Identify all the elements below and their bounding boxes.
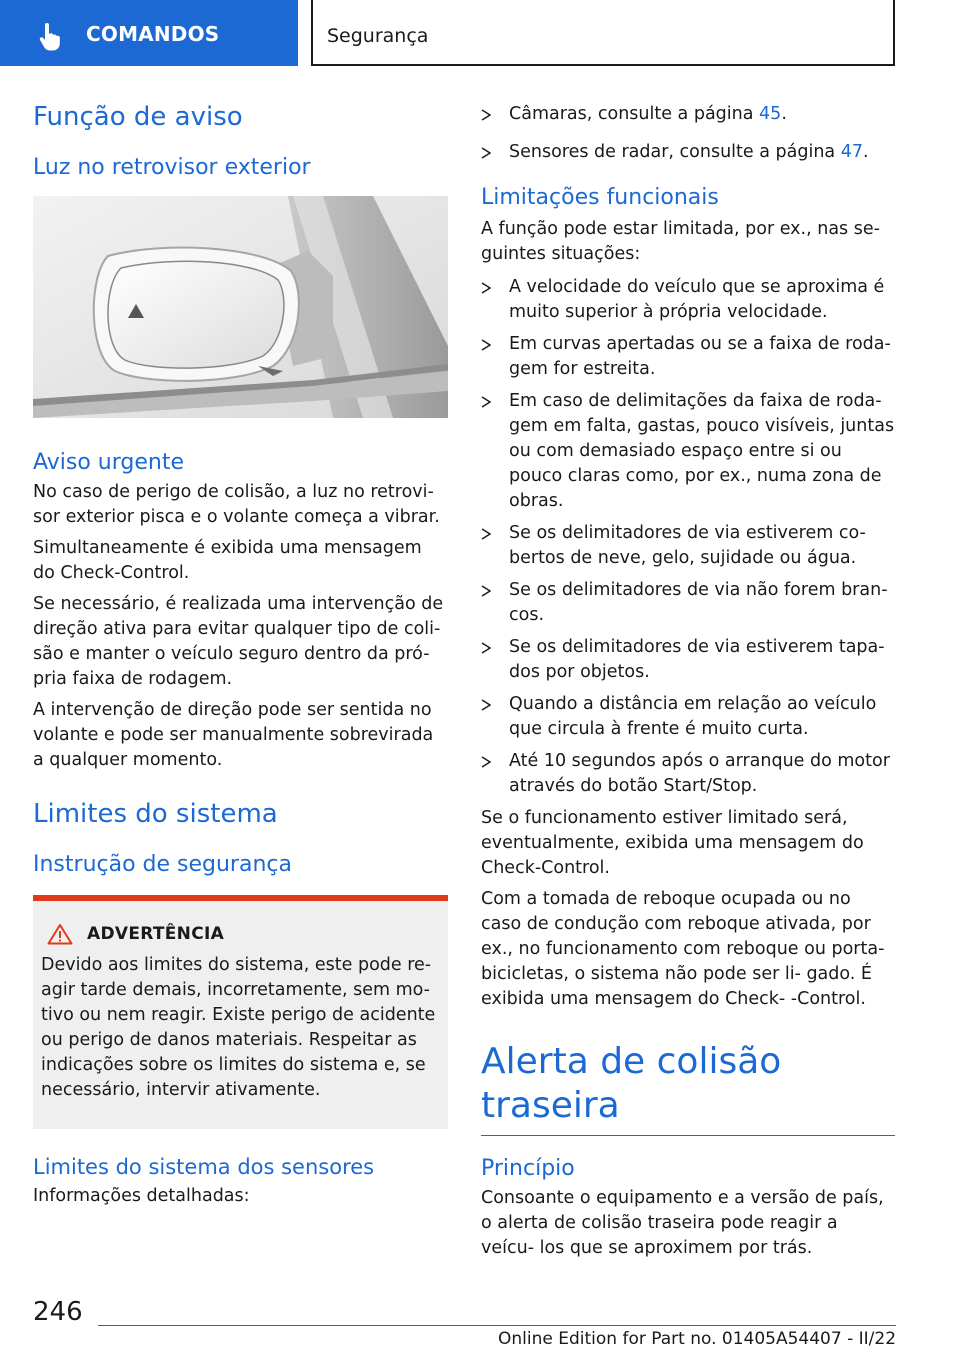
paragraph-limitacoes: A função pode estar limitada, por ex., nas se- guintes situações: — [481, 219, 880, 265]
paragraph-informacoes: Informações detalhadas: — [33, 1185, 250, 1206]
list-item: Se os delimitadores de via estiverem tapa- dos por objetos. — [481, 635, 896, 685]
heading-funcao-aviso: Função de aviso — [33, 102, 243, 132]
page-link[interactable]: 45 — [759, 104, 782, 124]
paragraph-funcionamento: Se o funcionamento estiver limitado será, eventualmente, exibida uma mensagem do Check-Control. — [481, 808, 864, 879]
warning-triangle-icon — [47, 923, 73, 945]
footer-edition: Online Edition for Part no. 01405A54407 - II/22 — [498, 1329, 897, 1349]
side-mirror-warning-image — [33, 196, 448, 418]
heading-instrucao-seguranca: Instrução de segurança — [33, 852, 292, 878]
section-label: Segurança — [327, 25, 429, 47]
list-item: Quando a distância em relação ao veículo que circula à frente é muito curta. — [481, 692, 896, 742]
bullet-arrow-icon — [481, 282, 491, 294]
right-column — [481, 102, 896, 1261]
list-item: Até 10 segundos após o arranque do motor através do botão Start/Stop. — [481, 749, 896, 799]
list-item: Câmaras, consulte a página 45. — [481, 102, 896, 127]
paragraph-aviso-1: No caso de perigo de colisão, a luz no retrovi- sor exterior pisca e o volante começa a vibrar. — [33, 481, 440, 527]
section-divider — [481, 1135, 895, 1136]
list-item: Em curvas apertadas ou se a faixa de roda- gem for estreita. — [481, 332, 896, 382]
section-tab — [311, 0, 895, 66]
bullet-arrow-icon — [481, 109, 491, 121]
paragraph-aviso-3: Se necessário, é realizada uma intervenção de direção ativa para evitar qualquer tipo de coli- são e manter o veículo seguro dentro da pró- pria faixa de rodagem. — [33, 593, 444, 689]
heading-luz-retrovisor: Luz no retrovisor exterior — [33, 155, 311, 181]
heading-principio: Princípio — [481, 1155, 575, 1181]
chapter-label: COMANDOS — [86, 22, 220, 46]
bullet-arrow-icon — [481, 528, 491, 540]
bullet-arrow-icon — [481, 699, 491, 711]
list-item: Sensores de radar, consulte a página 47. — [481, 140, 896, 165]
warning-text: Devido aos limites do sistema, este pode re- agir tarde demais, incorretamente, sem mo- tivo ou nem reagir. Existe perigo de acidente ou perigo de danos materiais. Respeitar as indicações sobre os limites do sistema e, se necessário, intervir ativamente. — [41, 954, 436, 1100]
hand-pointer-icon — [34, 22, 64, 52]
reference-list — [481, 102, 896, 165]
paragraph-aviso-4: A intervenção de direção pode ser sentida no volante e pode ser manualmente sobrevirada a qualquer momento. — [33, 699, 434, 770]
page-link[interactable]: 47 — [840, 142, 863, 162]
limitations-list — [481, 275, 896, 799]
warning-title-row — [41, 923, 438, 945]
bullet-arrow-icon — [481, 756, 491, 768]
warning-title: ADVERTÊNCIA — [87, 923, 225, 944]
page-number: 246 — [33, 1297, 83, 1327]
paragraph-reboque: Com a tomada de reboque ocupada ou no caso de condução com reboque ativada, por ex., no funcionamento com reboque ou porta-bicicletas, o sistema não pode ser li- gado. É exibida uma mensagem do Check- -Control. — [481, 889, 885, 1010]
bullet-arrow-icon — [481, 585, 491, 597]
left-column — [33, 96, 448, 1209]
list-item: Se os delimitadores de via não forem bran- cos. — [481, 578, 896, 628]
heading-aviso-urgente: Aviso urgente — [33, 449, 185, 475]
heading-alerta-colisao-traseira: Alerta de colisão traseira — [481, 1041, 782, 1126]
list-item: A velocidade do veículo que se aproxima é muito superior à própria velocidade. — [481, 275, 896, 325]
bullet-arrow-icon — [481, 642, 491, 654]
page-header — [0, 0, 960, 66]
heading-limitacoes-funcionais: Limitações funcionais — [481, 185, 719, 210]
paragraph-principio: Consoante o equipamento e a versão de país, o alerta de colisão traseira pode reagir a veícu- los que se aproximem por trás. — [481, 1188, 884, 1259]
heading-limites-sensores: Limites do sistema dos sensores — [33, 1154, 375, 1179]
bullet-arrow-icon — [481, 396, 491, 408]
footer-divider — [98, 1325, 896, 1326]
bullet-arrow-icon — [481, 339, 491, 351]
chapter-tab[interactable] — [0, 0, 298, 66]
list-item: Se os delimitadores de via estiverem co- bertos de neve, gelo, sujidade ou água. — [481, 521, 896, 571]
warning-box — [33, 895, 448, 1129]
list-item: Em caso de delimitações da faixa de roda- gem em falta, gastas, pouco visíveis, juntas ou com demasiado espaço entre si ou pouco claras como, por ex., numa zona de obras. — [481, 389, 896, 514]
paragraph-aviso-2: Simultaneamente é exibida uma mensagem do Check-Control. — [33, 537, 422, 583]
heading-limites-sistema: Limites do sistema — [33, 798, 278, 829]
bullet-arrow-icon — [481, 147, 491, 159]
